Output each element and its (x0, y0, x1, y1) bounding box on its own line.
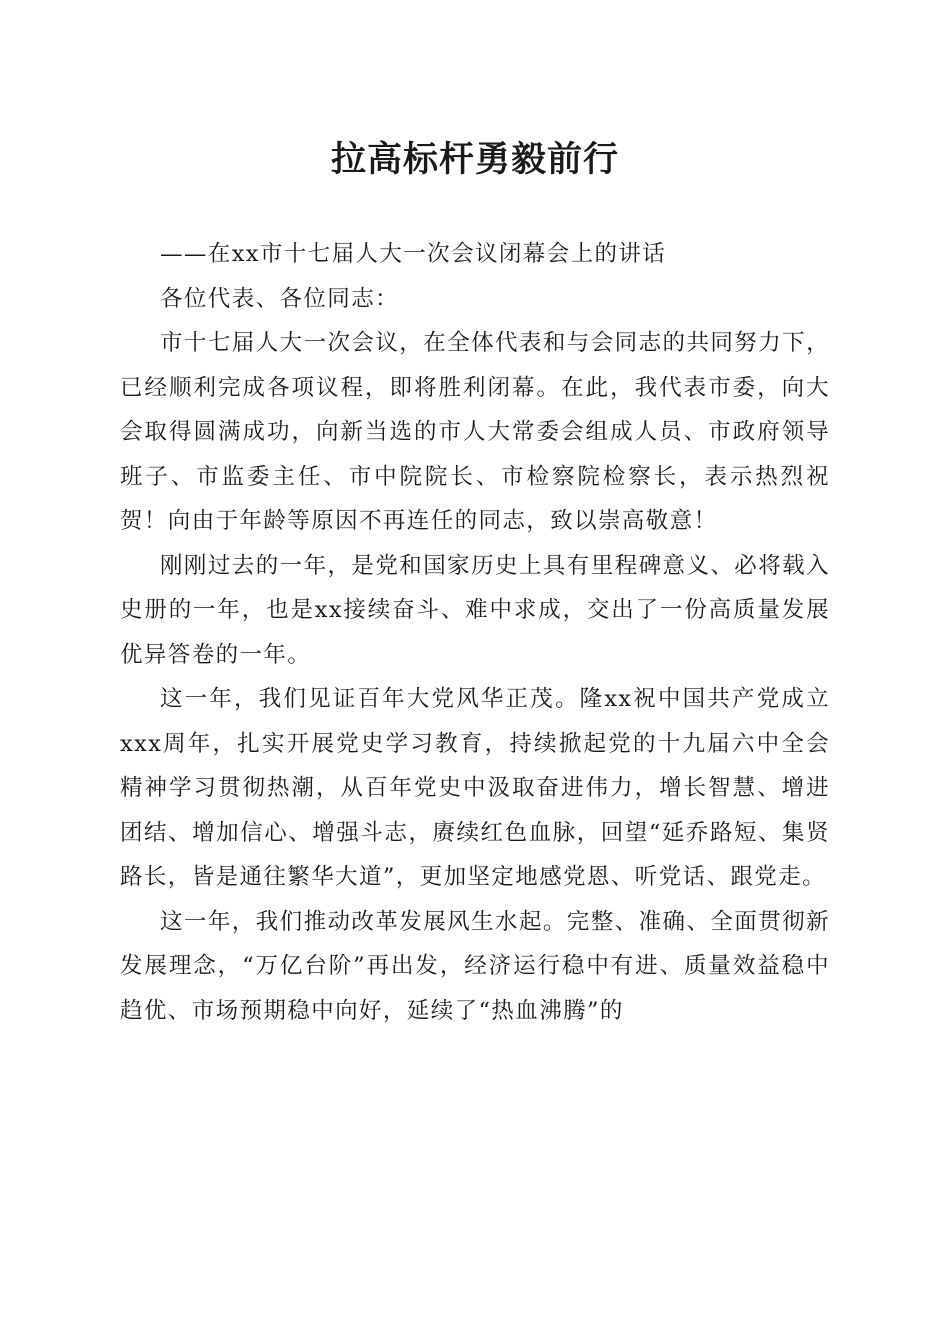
paragraph-1: 市十七届人大一次会议，在全体代表和与会同志的共同努力下，已经顺利完成各项议程，即将胜利闭幕。在此，我代表市委，向大会取得圆满成功，向新当选的市人大常委会组成人员、市政府领导班子、市监委主任、市中院院长、市检察院检察长，表示热烈祝贺！向由于年龄等原因不再连任的同志，致以崇高敬意！ (120, 330, 830, 534)
salutation: 各位代表、各位同志： (160, 285, 400, 312)
paragraph-2: 刚刚过去的一年，是党和国家历史上具有里程碑意义、必将载入史册的一年，也是xx接续奋斗、难中求成，交出了一份高质量发展优异答卷的一年。 (120, 552, 830, 668)
subtitle: ——在xx市十七届人大一次会议闭幕会上的讲话 (160, 241, 667, 267)
document-body (120, 232, 830, 1033)
paragraph-3: 这一年，我们见证百年大党风华正茂。隆xx祝中国共产党成立xxx周年，扎实开展党史学习教育，持续掀起党的十九届六中全会精神学习贯彻热潮，从百年党史中汲取奋进伟力，增长智慧、增进团结、增加信心、增强斗志，赓续红色血脉，回望“延乔路短、集贤路长，皆是通往繁华大道”，更加坚定地感党恩、听党话、跟党走。 (120, 686, 830, 890)
paragraph-4: 这一年，我们推动改革发展风生水起。完整、准确、全面贯彻新发展理念，“万亿台阶”再出发，经济运行稳中有进、质量效益稳中趋优、市场预期稳中向好，延续了“热血沸腾”的 (120, 908, 830, 1024)
document-title: 拉高标杆勇毅前行 (330, 139, 619, 180)
